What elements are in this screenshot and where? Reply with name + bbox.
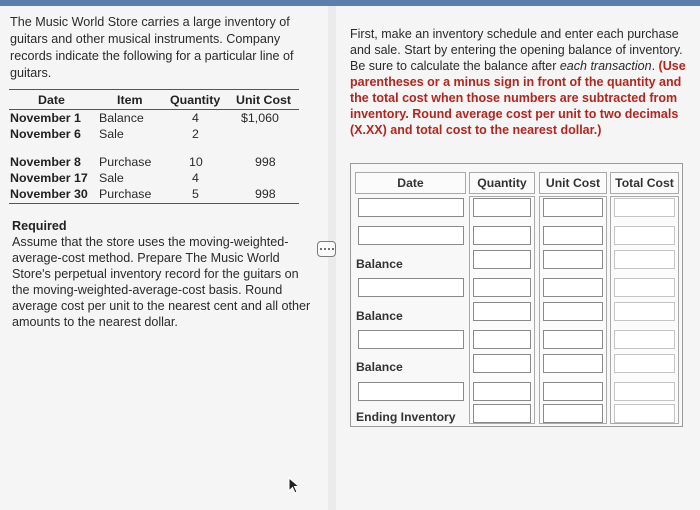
instructions-text: First, make an inventory schedule and enter each purchase and sale. Start by entering the opening balance of inventory. Be sure to calculate the balance after xyxy=(350,27,683,73)
quantity-input[interactable] xyxy=(473,382,531,401)
total-cost-input[interactable] xyxy=(614,250,675,269)
schedule-header-unit-cost: Unit Cost xyxy=(539,172,607,194)
row-quantity: 5 xyxy=(192,187,199,201)
required-text: Assume that the store uses the moving-weighted-average-cost method. Prepare The Music World Store's perpetual inventory record for the guitars on the moving-weighted-average-cost basis. Round average cost per unit to the nearest cent and all other amounts to the nearest dollar. xyxy=(12,235,311,329)
balance-label: Balance xyxy=(356,360,403,374)
instructions: First, make an inventory schedule and enter each purchase and sale. Start by entering the opening balance of inventory. Be sure to calculate the balance after each transaction. (Use parentheses or a minus sign in front of the quantity and the total cost when those numbers are subtracted from inventory. Round average cost per unit to two decimals (X.XX) and total cost to the nearest dollar.) xyxy=(350,27,686,137)
table-top-rule xyxy=(9,89,299,90)
row-item: Purchase xyxy=(99,187,152,201)
row-quantity: 4 xyxy=(192,111,199,125)
panel-resize-handle[interactable] xyxy=(317,241,336,257)
unit-cost-input[interactable] xyxy=(543,198,603,217)
table-bottom-rule xyxy=(9,203,299,204)
schedule-header-quantity: Quantity xyxy=(469,172,535,194)
unit-cost-input[interactable] xyxy=(543,250,603,269)
row-item: Balance xyxy=(99,111,144,125)
row-date: November 6 xyxy=(10,127,81,141)
quantity-input[interactable] xyxy=(473,302,531,321)
unit-cost-input[interactable] xyxy=(543,404,603,423)
balance-label: Balance xyxy=(356,309,403,323)
required-heading: Required xyxy=(12,219,67,233)
quantity-input[interactable] xyxy=(473,354,531,373)
total-cost-input[interactable] xyxy=(614,382,675,401)
row-date: November 1 xyxy=(10,111,81,125)
date-input[interactable] xyxy=(358,330,464,349)
row-date: November 30 xyxy=(10,187,88,201)
total-cost-input[interactable] xyxy=(614,354,675,373)
row-unit-cost: 998 xyxy=(255,155,276,169)
unit-cost-input[interactable] xyxy=(543,354,603,373)
inventory-schedule xyxy=(350,163,683,427)
quantity-input[interactable] xyxy=(473,404,531,423)
unit-cost-input[interactable] xyxy=(543,302,603,321)
total-cost-input[interactable] xyxy=(614,330,675,349)
date-input[interactable] xyxy=(358,226,464,245)
quantity-input[interactable] xyxy=(473,278,531,297)
unit-cost-input[interactable] xyxy=(543,226,603,245)
row-unit-cost: 998 xyxy=(255,187,276,201)
col-header-unit-cost: Unit Cost xyxy=(236,93,292,107)
instructions-rounding-note: (Use parentheses or a minus sign in front of the quantity and the total cost when those numbers are subtracted from inventory. Round average cost per unit to two decimals (X.XX) and total cost to the nearest dollar.) xyxy=(350,59,686,137)
mouse-cursor-icon xyxy=(288,477,302,495)
date-input[interactable] xyxy=(358,382,464,401)
row-date: November 17 xyxy=(10,171,88,185)
col-header-date: Date xyxy=(38,93,65,107)
schedule-header-date: Date xyxy=(355,172,466,194)
col-header-item: Item xyxy=(117,93,143,107)
quantity-input[interactable] xyxy=(473,198,531,217)
col-header-quantity: Quantity xyxy=(170,93,221,107)
row-date: November 8 xyxy=(10,155,81,169)
unit-cost-input[interactable] xyxy=(543,330,603,349)
instructions-emphasis: each transaction xyxy=(559,59,652,73)
row-quantity: 4 xyxy=(192,171,199,185)
row-item: Sale xyxy=(99,127,124,141)
table-header-rule xyxy=(9,109,299,110)
date-input[interactable] xyxy=(358,198,464,217)
quantity-input[interactable] xyxy=(473,226,531,245)
row-unit-cost: $1,060 xyxy=(241,111,279,125)
quantity-input[interactable] xyxy=(473,250,531,269)
total-cost-input[interactable] xyxy=(614,226,675,245)
quantity-input[interactable] xyxy=(473,330,531,349)
total-cost-input[interactable] xyxy=(614,404,675,423)
balance-label: Balance xyxy=(356,257,403,271)
ending-inventory-label: Ending Inventory xyxy=(356,410,456,424)
unit-cost-input[interactable] xyxy=(543,382,603,401)
required-section xyxy=(12,218,312,330)
row-item: Purchase xyxy=(99,155,152,169)
row-item: Sale xyxy=(99,171,124,185)
schedule-header-total-cost: Total Cost xyxy=(610,172,679,194)
unit-cost-input[interactable] xyxy=(543,278,603,297)
date-input[interactable] xyxy=(358,278,464,297)
problem-intro: The Music World Store carries a large inventory of guitars and other musical instruments. Company records indicate the following for a particular line of guitars. xyxy=(10,15,294,80)
row-quantity: 2 xyxy=(192,127,199,141)
total-cost-input[interactable] xyxy=(614,198,675,217)
row-quantity: 10 xyxy=(189,155,203,169)
total-cost-input[interactable] xyxy=(614,278,675,297)
total-cost-input[interactable] xyxy=(614,302,675,321)
